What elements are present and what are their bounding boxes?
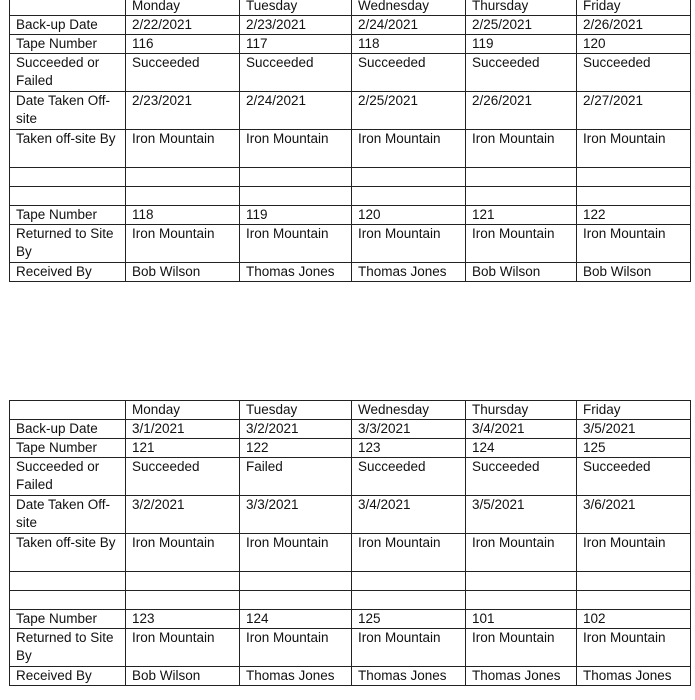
table-cell: 124 (466, 439, 577, 458)
row-label: Returned to Site By (10, 225, 126, 263)
table-cell: 2/24/2021 (352, 16, 466, 35)
table-cell: 3/2/2021 (126, 496, 240, 534)
table-cell: Iron Mountain (352, 629, 466, 667)
empty-cell (577, 168, 691, 187)
table-cell: Succeeded (577, 54, 691, 92)
row-label: Returned to Site By (10, 629, 126, 667)
table-cell: Succeeded (352, 458, 466, 496)
empty-cell (10, 168, 126, 187)
table-body (10, 401, 691, 686)
empty-cell (240, 572, 352, 591)
row-label: Taken off-site By (10, 534, 126, 572)
row-label: Received By (10, 667, 126, 686)
empty-cell (126, 168, 240, 187)
table-cell: Iron Mountain (577, 629, 691, 667)
table-cell: 125 (352, 610, 466, 629)
table-cell: 116 (126, 35, 240, 54)
blank-row (10, 572, 691, 591)
table-cell: Bob Wilson (126, 263, 240, 282)
empty-cell (10, 591, 126, 610)
table-row (10, 92, 691, 130)
table-row (10, 225, 691, 263)
day-header: Tuesday (240, 401, 352, 420)
row-label: Tape Number (10, 439, 126, 458)
table-cell: 2/27/2021 (577, 92, 691, 130)
empty-cell (126, 572, 240, 591)
row-label: Received By (10, 263, 126, 282)
day-header: Friday (577, 401, 691, 420)
day-header: Friday (577, 0, 691, 16)
table-cell: 2/23/2021 (126, 92, 240, 130)
table-cell: 121 (466, 206, 577, 225)
day-header: Wednesday (352, 0, 466, 16)
table-cell: Succeeded (466, 458, 577, 496)
empty-cell (352, 591, 466, 610)
table-cell: Iron Mountain (466, 225, 577, 263)
table-cell: 2/26/2021 (577, 16, 691, 35)
row-label: Succeeded or Failed (10, 458, 126, 496)
table-cell: Iron Mountain (352, 225, 466, 263)
table-cell: 3/3/2021 (352, 420, 466, 439)
empty-cell (240, 187, 352, 206)
table-row (10, 16, 691, 35)
corner-cell (10, 401, 126, 420)
table-cell: Iron Mountain (466, 130, 577, 168)
table-cell: Iron Mountain (126, 629, 240, 667)
table-cell: 119 (240, 206, 352, 225)
table-cell: Succeeded (126, 458, 240, 496)
header-row (10, 401, 691, 420)
table-cell: Thomas Jones (352, 263, 466, 282)
table-cell: 3/5/2021 (577, 420, 691, 439)
table-cell: 121 (126, 439, 240, 458)
empty-cell (577, 572, 691, 591)
empty-cell (577, 187, 691, 206)
table-cell: 118 (352, 35, 466, 54)
day-header: Monday (126, 401, 240, 420)
table-cell: 2/22/2021 (126, 16, 240, 35)
empty-cell (352, 187, 466, 206)
table-cell: 2/25/2021 (352, 92, 466, 130)
table-cell: 118 (126, 206, 240, 225)
table-row (10, 439, 691, 458)
table-cell: Iron Mountain (240, 629, 352, 667)
blank-row (10, 591, 691, 610)
table-cell: Iron Mountain (126, 130, 240, 168)
table-cell: Succeeded (466, 54, 577, 92)
table-cell: 3/2/2021 (240, 420, 352, 439)
table-row (10, 130, 691, 168)
table-cell: Iron Mountain (577, 130, 691, 168)
table-row (10, 35, 691, 54)
row-label: Tape Number (10, 206, 126, 225)
empty-cell (352, 572, 466, 591)
table-cell: Succeeded (352, 54, 466, 92)
blank-row (10, 187, 691, 206)
table-cell: Iron Mountain (466, 534, 577, 572)
empty-cell (126, 591, 240, 610)
row-label: Tape Number (10, 35, 126, 54)
table-cell: Bob Wilson (577, 263, 691, 282)
table-cell: Iron Mountain (577, 225, 691, 263)
table-cell: 123 (352, 439, 466, 458)
table-cell: 2/26/2021 (466, 92, 577, 130)
table-row (10, 458, 691, 496)
row-label: Date Taken Off-site (10, 496, 126, 534)
table-cell: 120 (577, 35, 691, 54)
row-label: Taken off-site By (10, 130, 126, 168)
table-cell: 2/24/2021 (240, 92, 352, 130)
table-cell: Iron Mountain (466, 629, 577, 667)
table-cell: 101 (466, 610, 577, 629)
table-cell: 3/3/2021 (240, 496, 352, 534)
table-cell: 123 (126, 610, 240, 629)
table-cell: 117 (240, 35, 352, 54)
table-cell: Iron Mountain (126, 534, 240, 572)
table-cell: Iron Mountain (352, 534, 466, 572)
table-cell: Bob Wilson (466, 263, 577, 282)
table-cell: 3/4/2021 (466, 420, 577, 439)
empty-cell (126, 187, 240, 206)
table-cell: 3/4/2021 (352, 496, 466, 534)
empty-cell (240, 591, 352, 610)
blank-row (10, 168, 691, 187)
table-cell: 2/25/2021 (466, 16, 577, 35)
table-row (10, 496, 691, 534)
table-cell: 122 (240, 439, 352, 458)
table-row (10, 667, 691, 686)
table-cell: Succeeded (577, 458, 691, 496)
empty-cell (466, 572, 577, 591)
table-cell: Thomas Jones (577, 667, 691, 686)
table-cell: 124 (240, 610, 352, 629)
table-cell: Thomas Jones (240, 263, 352, 282)
header-row (10, 0, 691, 16)
empty-cell (352, 168, 466, 187)
table-cell: 125 (577, 439, 691, 458)
row-label: Date Taken Off-site (10, 92, 126, 130)
backup-log-table-week-1 (9, 0, 691, 282)
table-cell: 3/6/2021 (577, 496, 691, 534)
empty-cell (240, 168, 352, 187)
table-cell: 2/23/2021 (240, 16, 352, 35)
table-cell: Iron Mountain (126, 225, 240, 263)
table-cell: 3/5/2021 (466, 496, 577, 534)
table-cell: 102 (577, 610, 691, 629)
row-label: Tape Number (10, 610, 126, 629)
table-cell: Iron Mountain (352, 130, 466, 168)
row-label: Back-up Date (10, 16, 126, 35)
table-cell: Iron Mountain (577, 534, 691, 572)
table-cell: 122 (577, 206, 691, 225)
table-row (10, 263, 691, 282)
table-cell: Succeeded (240, 54, 352, 92)
table-cell: 119 (466, 35, 577, 54)
empty-cell (466, 591, 577, 610)
day-header: Wednesday (352, 401, 466, 420)
table-cell: Thomas Jones (240, 667, 352, 686)
backup-log-table-week-2 (9, 400, 691, 686)
table-row (10, 420, 691, 439)
day-header: Thursday (466, 401, 577, 420)
table-cell: Thomas Jones (466, 667, 577, 686)
corner-cell (10, 0, 126, 16)
row-label: Succeeded or Failed (10, 54, 126, 92)
table-row (10, 534, 691, 572)
table-body (10, 0, 691, 282)
empty-cell (466, 168, 577, 187)
table-row (10, 610, 691, 629)
table-cell: Succeeded (126, 54, 240, 92)
empty-cell (466, 187, 577, 206)
empty-cell (10, 187, 126, 206)
empty-cell (10, 572, 126, 591)
table-cell: Thomas Jones (352, 667, 466, 686)
day-header: Thursday (466, 0, 577, 16)
table-row (10, 206, 691, 225)
day-header: Monday (126, 0, 240, 16)
table-cell: Bob Wilson (126, 667, 240, 686)
table-cell: 3/1/2021 (126, 420, 240, 439)
table-cell: Iron Mountain (240, 534, 352, 572)
table-cell: Iron Mountain (240, 225, 352, 263)
day-header: Tuesday (240, 0, 352, 16)
table-row (10, 629, 691, 667)
empty-cell (577, 591, 691, 610)
table-cell: Failed (240, 458, 352, 496)
table-row (10, 54, 691, 92)
table-cell: 120 (352, 206, 466, 225)
table-cell: Iron Mountain (240, 130, 352, 168)
row-label: Back-up Date (10, 420, 126, 439)
